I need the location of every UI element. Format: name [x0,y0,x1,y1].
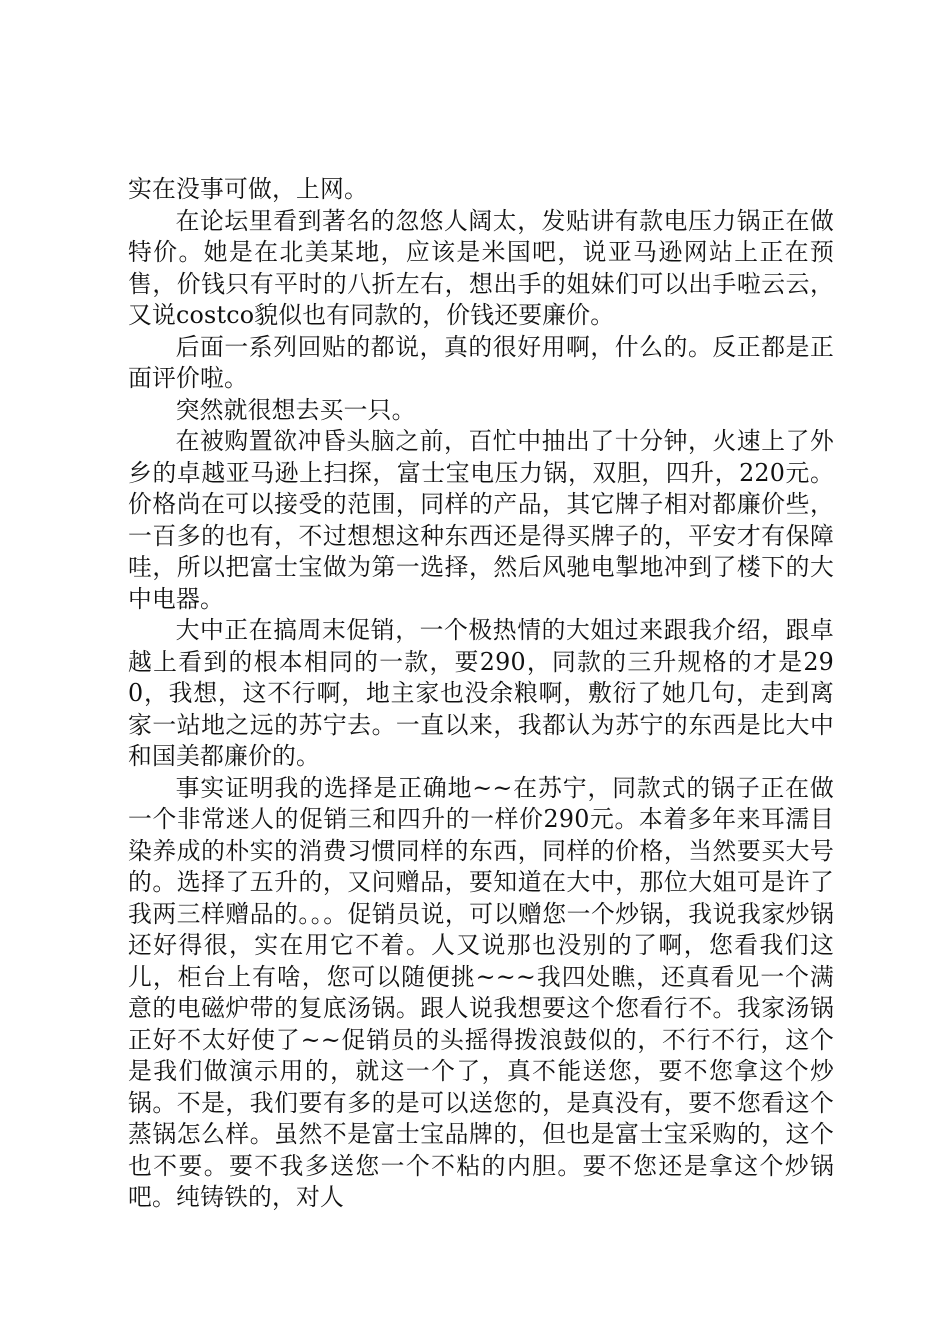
paragraph-4: 突然就很想去买一只。 [175,395,416,424]
paragraph-2: 在论坛里看到著名的忽悠人阔太，发贴讲有款电压力锅正在做特价。她是在北美某地，应该是米国吧，说亚马逊网站上正在预售，价钱只有平时的八折左右，想出手的姐妹们可以出手啦云云，又说costco貌似也有同款的，价钱还要廉价。 [128,206,834,329]
paragraph-5: 在被购置欲冲昏头脑之前，百忙中抽出了十分钟，火速上了外乡的卓越亚马逊上扫探，富士宝电压力锅，双胆，四升，220元。价格尚在可以接受的范围，同样的产品，其它牌子相对都廉价些，一百多的也有，不过想想这种东西还是得买牌子的，平安才有保障哇，所以把富士宝做为第一选择，然后风驰电掣地冲到了楼下的大中电器。 [128,427,834,613]
paragraph-1: 实在没事可做，上网。 [128,175,368,203]
article-body [128,174,834,1214]
paragraph-3: 后面一系列回贴的都说，真的很好用啊，什么的。反正都是正面评价啦。 [128,332,834,392]
paragraph-7: 事实证明我的选择是正确地~~在苏宁，同款式的锅子正在做一个非常迷人的促销三和四升的一样价290元。本着多年来耳濡目染养成的朴实的消费习惯同样的东西，同样的价格，当然要买大号的。选择了五升的，又问赠品，要知道在大中，那位大姐可是许了我两三样赠品的。。。促销员说，可以赠您一个炒锅，我说我家炒锅还好得很，实在用它不着。人又说那也没别的了啊，您看我们这儿，柜台上有啥，您可以随便挑~~~我四处瞧，还真看见一个满意的电磁炉带的复底汤锅。跟人说我想要这个您看行不。我家汤锅正好不太好使了~~促销员的头摇得拨浪鼓似的，不行不行，这个是我们做演示用的，就这一个了，真不能送您，要不您拿这个炒锅。不是，我们要有多的是可以送您的，是真没有，要不您看这个蒸锅怎么样。虽然不是富士宝品牌的，但也是富士宝采购的，这个也不要。要不我多送您一个不粘的内胆。要不您还是拿这个炒锅吧。纯铸铁的，对人 [128,773,834,1211]
paragraph-6: 大中正在搞周末促销，一个极热情的大姐过来跟我介绍，跟卓越上看到的根本相同的一款，要290，同款的三升规格的才是290，我想，这不行啊，地主家也没余粮啊，敷衍了她几句，走到离家一站地之远的苏宁去。一直以来，我都认为苏宁的东西是比大中和国美都廉价的。 [128,616,834,770]
